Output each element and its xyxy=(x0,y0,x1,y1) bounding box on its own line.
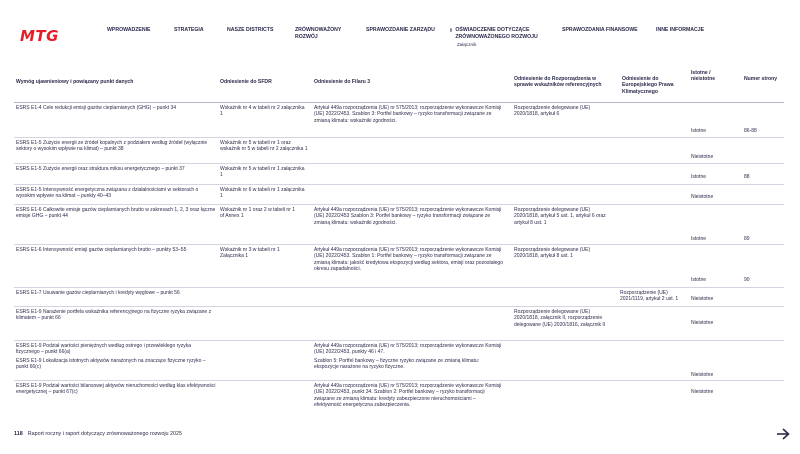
arrow-right-icon[interactable] xyxy=(776,428,790,440)
cell-sfdr: Wskaźnik nr 5 w tabeli nr 1 oraz wskaźnik nr 5 w tabeli nr 2 załącznika 1 xyxy=(220,140,308,153)
table-row xyxy=(14,381,784,418)
cell-filar3: Artykuł 449a rozporządzenia (UE) nr 575/2013; rozporządzenie wykonawcze Komisji (UE) 2022/2453. Szablon 3: Portfel bankowy – ryzyko transformacji związane ze zmianą klimatu: wskaźniki zgodności. xyxy=(314,105,502,124)
table-row xyxy=(14,103,784,138)
header-prawo-klimatyczne: Odniesienie do Europejskiego Prawa Klimatycznego xyxy=(622,76,674,95)
table-row xyxy=(14,185,784,205)
disclosure-table xyxy=(14,70,784,418)
cell-wymog: ESRS E1-5 Intensywność energetyczna związana z działalnościami w sektorach o wysokim wpływie na klimat – punkty 40–43 xyxy=(16,187,199,200)
header-numer-strony: Numer strony xyxy=(744,76,778,82)
table-row xyxy=(14,341,784,381)
nav-zrownowazony-rozwoj[interactable]: ZRÓWNOWAŻONY ROZWÓJ xyxy=(295,27,342,40)
cell-numer-strony[interactable]: 86-88 xyxy=(744,128,757,134)
nav-inne-informacje[interactable]: INNE INFORMACJE xyxy=(656,27,705,33)
cell-prawo-klimatyczne: Rozporządzenie (UE) 2021/1119, artykuł 2 ust. 1 xyxy=(620,290,679,303)
nav-sprawozdania-finansowe[interactable]: SPRAWOZDANIA FINANSOWE xyxy=(562,27,638,33)
cell-rozporzadzenie: Rozporządzenie delegowane (UE) 2020/1818, artykuł 5 ust. 1, artykuł 6 oraz artykuł 8 ust. 1 xyxy=(514,207,606,226)
logo[interactable]: MTG xyxy=(20,27,59,45)
cell-istotne: Nieistotne xyxy=(691,320,714,326)
table-row xyxy=(14,245,784,288)
table-row xyxy=(14,205,784,245)
cell-filar3: Artykuł 449a rozporządzenia (UE) nr 575/2013; rozporządzenie wykonawcze Komisji (UE) 2022/2453 Szablon 3: Portfel bankowy – ryzyko transformacji związane ze zmianą klimatu: wskaźniki zgodności. xyxy=(314,207,502,226)
nav-strategia[interactable]: STRATEGIA xyxy=(174,27,204,33)
table-row xyxy=(14,138,784,164)
cell-wymog: ESRS E1-4 Cele redukcji emisji gazów cieplarnianych (GHG) – punkt 34 xyxy=(16,105,177,111)
header-wymog: Wymóg ujawnieniowy i powiązany punkt danych xyxy=(16,79,134,85)
cell-istotne: Nieistotne xyxy=(691,372,714,378)
header-sfdr: Odniesienie do SFDR xyxy=(220,79,272,85)
cell-sfdr: Wskaźnik nr 6 w tabeli nr 1 załącznika 1 xyxy=(220,187,305,200)
cell-sfdr: Wskaźnik nr 4 w tabeli nr 2 załącznika 1 xyxy=(220,105,305,118)
cell-istotne: Istotne xyxy=(691,174,707,180)
active-dot-icon xyxy=(450,28,452,32)
cell-rozporzadzenie: Rozporządzenie delegowane (UE) 2020/1818, artykuł 6 xyxy=(514,105,591,118)
cell-wymog-secondary: ESRS E1-9 Lokalizacja istotnych aktywów narażonych na znaczące fizyczne ryzyko – punkt 66(c) xyxy=(16,358,206,371)
nav-nasze-districts[interactable]: NASZE DISTRICTS xyxy=(227,27,274,33)
cell-wymog: ESRS E1-9 Podział wartości bilansowej aktywów nieruchomości według klas efektywności energetycznej – punkt 67(c) xyxy=(16,383,216,396)
table-header xyxy=(14,70,784,103)
cell-rozporzadzenie: Rozporządzenie delegowane (UE) 2020/1818, załącznik II, rozporządzenie delegowane (UE) 2020/1816, załącznik II xyxy=(514,309,606,328)
cell-filar3-secondary: Szablon 5: Portfel bankowy – fizyczne ryzyko związane ze zmianą klimatu: ekspozycje narażone na ryzyko fizyczne. xyxy=(314,358,480,371)
cell-istotne: Nieistotne xyxy=(691,389,714,395)
nav-sprawozdanie-zarzadu[interactable]: SPRAWOZDANIE ZARZĄDU xyxy=(366,27,435,33)
cell-wymog: ESRS E1-9 Narażenie portfela wskaźnika referencyjnego na fizyczne ryzyka związane z klimatem – punkt 66 xyxy=(16,309,212,322)
nav-sub-zalacznik[interactable]: Załącznik xyxy=(457,42,477,47)
cell-wymog: ESRS E1-5 Zużycie energii ze źródeł kopalnych z podziałem według źródeł (wyłącznie sektory o wysokim wpływie na klimat) – punkt 38 xyxy=(16,140,208,153)
cell-numer-strony[interactable]: 90 xyxy=(744,277,750,283)
nav-wprowadzenie[interactable]: WPROWADZENIE xyxy=(107,27,151,33)
header-istotne: Istotne / nieistotne xyxy=(691,70,716,83)
report-title: Raport roczny i raport dotyczący zrównoważonego rozwoju 2025 xyxy=(27,431,183,437)
header-filar3: Odniesienie do Filaru 3 xyxy=(314,79,371,85)
page-number: 118 xyxy=(14,431,23,437)
cell-istotne: Nieistotne xyxy=(691,154,714,160)
cell-filar3: Artykuł 449a rozporządzenia (UE) nr 575/2013; rozporządzenie wykonawcze Komisji (UE) 2022/2453. Szablon 1: Portfel bankowy – ryzyko transformacji związane ze zmianą klimatu: jakość kredytowa ekspozycji według sektora, emisji oraz pozostałego okresu zapadalności. xyxy=(314,247,503,273)
nav-oswiadczenie[interactable] xyxy=(450,27,550,49)
cell-sfdr: Wskaźnik nr 3 w tabeli nr 1 Załącznika 1 xyxy=(220,247,280,260)
cell-istotne: Nieistotne xyxy=(691,296,714,302)
cell-wymog: ESRS E1-9 Podział wartości pieniężnych według ostrego i przewlekłego ryzyka fizycznego – punkt 66(a) xyxy=(16,343,192,356)
cell-wymog: ESRS E1-6 Intensywność emisji gazów cieplarnianych brutto – punkty 53–55 xyxy=(16,247,187,253)
cell-istotne: Istotne xyxy=(691,128,707,134)
cell-istotne: Istotne xyxy=(691,277,707,283)
table-row xyxy=(14,288,784,307)
table-row xyxy=(14,307,784,341)
cell-istotne: Istotne xyxy=(691,236,707,242)
cell-numer-strony[interactable]: 88 xyxy=(744,174,750,180)
cell-filar3: Artykuł 449a rozporządzenia (UE) nr 575/2013; rozporządzenie wykonawcze Komisji (UE) 2022/2453, punkt 34. Szablon 2: Portfel bankowy – ryzyko transformacji związane ze zmianą klimatu: kredyty zabezpieczone nieruchomościami – efektywność energetyczna zabezpieczenia. xyxy=(314,383,502,409)
cell-sfdr: Wskaźnik nr 5 w tabeli nr 1 załącznika 1 xyxy=(220,166,305,179)
cell-wymog: ESRS E1-7 Usuwanie gazów cieplarnianych i kredyty węglowe – punkt 56 xyxy=(16,290,180,296)
cell-istotne: Nieistotne xyxy=(691,194,714,200)
cell-wymog: ESRS E1-6 Całkowite emisje gazów cieplarnianych brutto w zakresach 1, 2, 3 oraz łączne emisje GHG – punkt 44 xyxy=(16,207,216,220)
cell-filar3: Artykuł 449a rozporządzenia (UE) nr 575/2013; rozporządzenie wykonawcze Komisji (UE) 2022/2453, punkty 46 i 47. xyxy=(314,343,502,356)
cell-wymog: ESRS E1-5 Zużycie energii oraz struktura miksu energetycznego – punkt 37 xyxy=(16,166,185,172)
header-rozporzadzenie: Odniesienie do Rozporządzenia w sprawie wskaźników referencyjnych xyxy=(514,76,602,89)
cell-numer-strony[interactable]: 89 xyxy=(744,236,750,242)
table-row xyxy=(14,164,784,185)
cell-sfdr: Wskaźnik nr 1 oraz 2 w tabeli nr 1 of Annex 1 xyxy=(220,207,296,220)
page-footer xyxy=(14,431,182,437)
cell-rozporzadzenie: Rozporządzenie delegowane (UE) 2020/1818, artykuł 8 ust. 1 xyxy=(514,247,591,260)
nav-oswiadczenie-label: OŚWIADCZENIE DOTYCZĄCE ZRÓWNOWAŻONEGO ROZWOJU xyxy=(455,27,538,40)
